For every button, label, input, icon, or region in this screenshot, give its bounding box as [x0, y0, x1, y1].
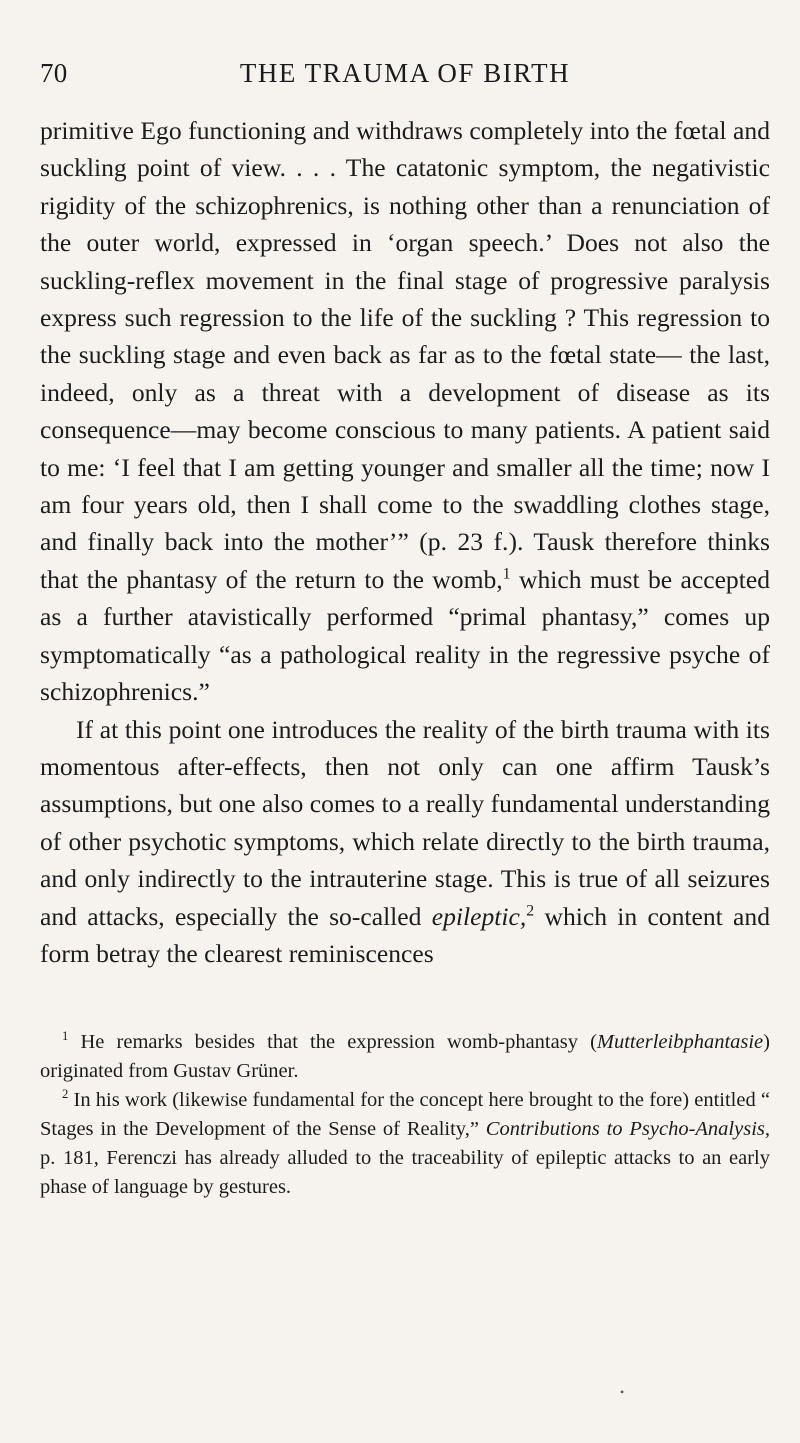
footnote-ref-2: 2 [526, 902, 535, 919]
footnote-1-number: 1 [62, 1029, 69, 1044]
paragraph-1-text-a: primitive Ego functioning and withdraws completely into the fœtal and suckling point of view. . . . The catatonic symptom, the negativistic rigidity of the schizophrenics, is nothing other than a renunciation of the outer world, expressed in ‘organ speech.’ Does not also the suckling-reflex movement in the final stage of progressive paralysis express such regression to the life of the suckling ? This regression to the suckling stage and even back as far as to the fœtal state— the last, indeed, only as a threat with a development of disease as its consequence—may become conscious to many patients. A patient said to me: ‘I feel that I am getting younger and smaller all the time; now I am four years old, then I shall come to the swaddling clothes stage, and finally back into the mother’” (p. 23 f.). Tausk therefore thinks that the phantasy of the return to the womb, [40, 116, 770, 594]
footnote-2 [40, 1086, 770, 1202]
footnote-1-text-a: He remarks besides that the expression womb-phantasy ( [68, 1031, 597, 1053]
main-text [40, 112, 770, 972]
footnote-1-text-b: ) originated from Gustav Grüner. [40, 1031, 770, 1082]
page-number: 70 [40, 58, 68, 88]
footnote-2-emphasis: Contributions to Psycho-Analysis, [485, 1118, 770, 1140]
paragraph-1 [40, 112, 770, 711]
footnote-2-text-b: p. 181, Ferenczi has already alluded to the traceability of epileptic attacks to an early phase of language by gestures. [40, 1147, 770, 1198]
paragraph-2 [40, 711, 770, 973]
epileptic-emphasis: epileptic, [431, 901, 527, 931]
footnote-1 [40, 1028, 770, 1086]
footnote-2-number: 2 [62, 1087, 69, 1102]
footnote-ref-1: 1 [502, 565, 511, 583]
print-speck: • [620, 1385, 625, 1399]
paragraph-1-text-b: which must be accepted as a further atavistically performed “primal phantasy,” comes up symptomatically “as a pathological reality in the regressive psyche of schizophrenics.” [40, 564, 770, 707]
footnote-1-emphasis: Mutterleibphantasie [596, 1031, 764, 1053]
page-header [40, 58, 770, 98]
running-title: THE TRAUMA OF BIRTH [239, 58, 571, 88]
footnote-2-text-a: In his work (likewise fundamental for the concept here brought to the fore) entitled “ Stages in the Development of the Sense of Reality,” [40, 1089, 770, 1140]
paragraph-2-text-a: If at this point one introduces the reality of the birth trauma with its momentous after-effects, then not only can one affirm Tausk’s assumptions, but one also comes to a really fundamental understanding of other psychotic symptoms, which relate directly to the birth trauma, and only indirectly to the intrauterine stage. This is true of all seizures and attacks, especially the so-called [40, 714, 770, 931]
footnotes [40, 1028, 770, 1202]
paragraph-2-text-b: which in content and form betray the clearest reminiscences [40, 901, 771, 968]
